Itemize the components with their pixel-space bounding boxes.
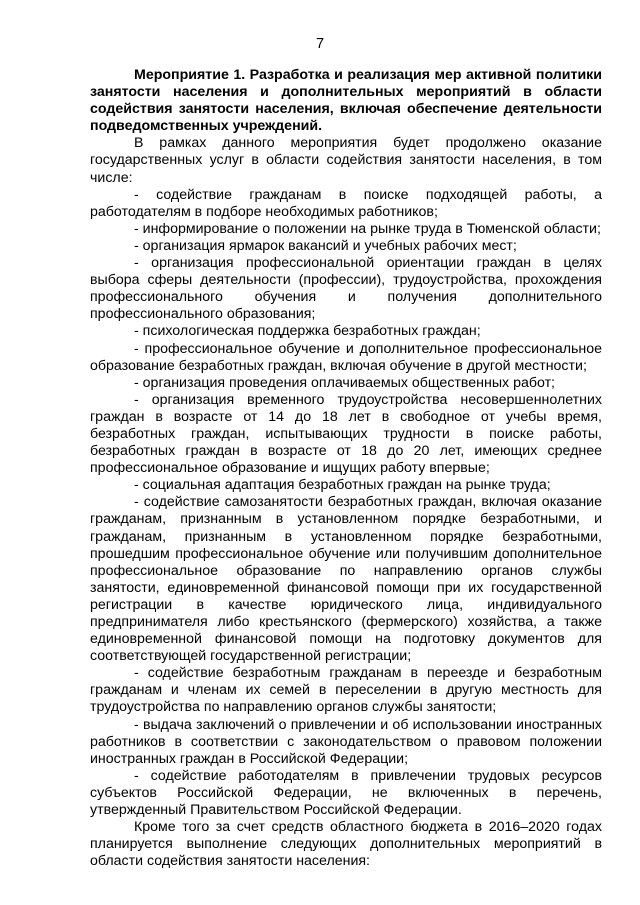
list-item-labor-market-info: - информирование о положении на рынке труда в Тюменской области; [134,220,601,237]
closing-paragraph: Кроме того за счет средств областного бюджета в 2016–2020 годах планируется выполнение следующих дополнительных мероприятий в области содействия занятости населения: [90,819,602,870]
list-item-relocation: - содействие безработным гражданам в переезде и безработным гражданам и членам их семей в переселении в другую местность для трудоустройства по направлению органов службы занятости; [90,665,602,716]
list-item-job-fairs: - организация ярмарок вакансий и учебных рабочих мест; [134,237,517,254]
page-number: 7 [315,36,325,52]
list-item-job-search: - содействие гражданам в поиске подходящей работы, а работодателям в подборе необходимых работников; [90,186,602,220]
section-heading: Мероприятие 1. Разработка и реализация мер активной политики занятости населения и дополнительных мероприятий в области содействия занятости населения, включая обеспечение деятельности подведомственных учреждений. [90,67,602,135]
list-item-social-adaptation: - социальная адаптация безработных граждан на рынке труда; [134,477,551,494]
list-item-psychological-support: - психологическая поддержка безработных граждан; [134,323,481,340]
list-item-foreign-workers: - выдача заключений о привлечении и об использовании иностранных работников в соответствии с законодательством о правовом положении иностранных граждан в Российской Федерации; [90,716,602,767]
list-item-vocational-training: - профессиональное обучение и дополнительное профессиональное образование безработных граждан, включая обучение в другой местности; [90,340,602,374]
list-item-public-works: - организация проведения оплачиваемых общественных работ; [134,374,556,391]
list-item-self-employment: - содействие самозанятости безработных граждан, включая оказание гражданам, признанным в установленном порядке безработными, и гражданам, признанным в установленном порядке безработными, прошедшим профессиональное обучение или получившим дополнительное профессиональное образование по направлению органов службы занятости, единовременной финансовой помощи при их государственной регистрации в качестве юридического лица, индивидуального предпринимателя либо крестьянского (фермерского) хозяйства, а также единовременной финансовой помощи на подготовку документов для соответствующей государственной регистрации; [90,494,602,665]
intro-paragraph: В рамках данного мероприятия будет продолжено оказание государственных услуг в области содействия занятости населения, в том числе: [90,135,602,186]
list-item-career-guidance: - организация профессиональной ориентации граждан в целях выбора сферы деятельности (профессии), трудоустройства, прохождения профессионального обучения и получения дополнительного профессионального образования; [90,255,602,323]
list-item-labor-resources: - содействие работодателям в привлечении трудовых ресурсов субъектов Российской Федерации, не включенных в перечень, утвержденный Правительством Российской Федерации. [90,767,602,819]
document-body [90,67,602,870]
list-item-temporary-employment: - организация временного трудоустройства несовершеннолетних граждан в возрасте от 14 до 18 лет в свободное от учебы время, безработных граждан, испытывающих трудности в поиске работы, безработных граждан в возрасте от 18 до 20 лет, имеющих среднее профессиональное образование и ищущих работу впервые; [90,391,602,477]
